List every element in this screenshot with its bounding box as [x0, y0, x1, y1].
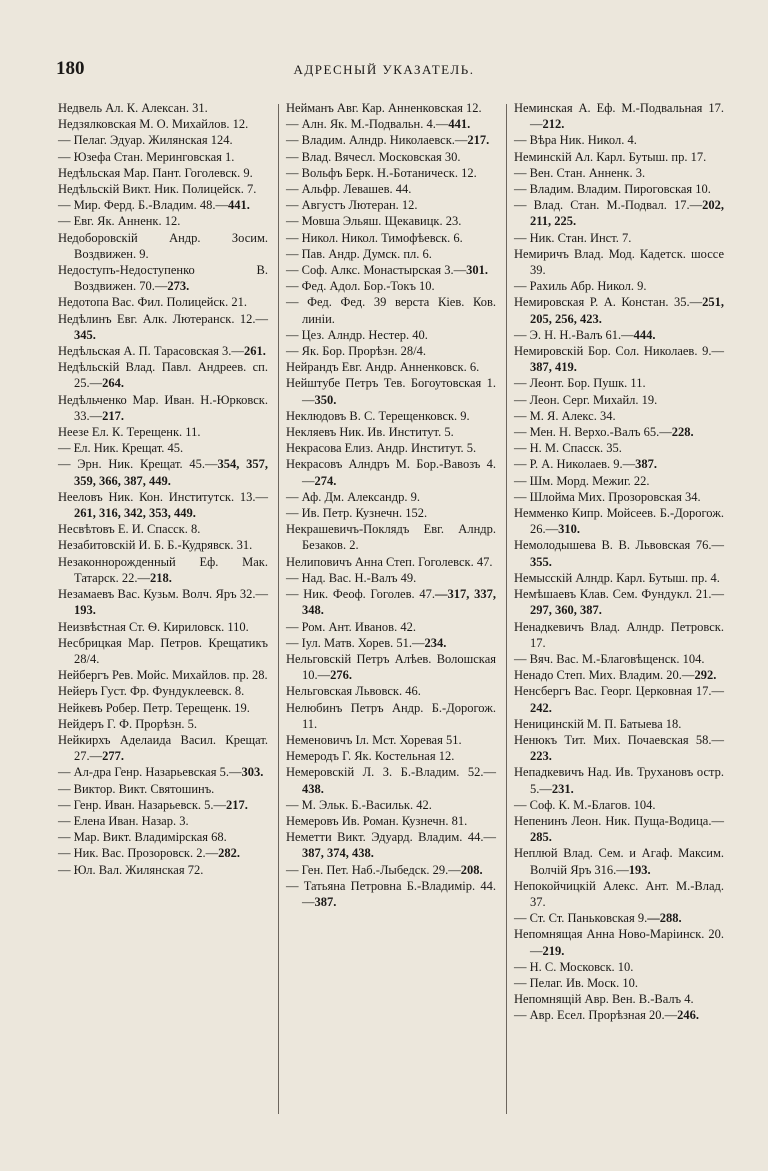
entry-page-refs: 273.: [167, 279, 190, 294]
directory-entry: [514, 197, 724, 229]
entry-text: — Татьяна Петровна Б.-Владимір. 44.—: [286, 878, 496, 909]
directory-entry: [286, 327, 496, 343]
directory-entry: [286, 521, 496, 553]
directory-entry: [286, 197, 496, 213]
entry-text: — Ив. Петр. Кузнечн. 152.: [286, 506, 428, 521]
directory-entry: [58, 132, 268, 148]
directory-entry: [514, 181, 724, 197]
entry-text: — Виктор. Викт. Святошинъ.: [58, 781, 215, 796]
directory-entry: [58, 311, 268, 343]
entry-page-refs: 354, 357, 359, 366, 387, 449.: [74, 457, 268, 488]
directory-entry: [286, 181, 496, 197]
entry-page-refs: 387, 419.: [530, 360, 577, 375]
entry-text: Незабитовскій И. Б. Б.-Кудрявск. 31.: [58, 538, 253, 553]
entry-text: Недѣльскій Влад. Павл. Андреев. сп. 25.—: [58, 360, 268, 391]
directory-entry: [514, 327, 724, 343]
directory-entry: [286, 375, 496, 407]
directory-entry: [286, 586, 496, 618]
entry-text: — Вольфъ Берк. Н.-Ботаническ. 12.: [286, 165, 477, 180]
directory-entry: [286, 246, 496, 262]
page-number: 180: [56, 58, 85, 79]
entry-text: — Фед. Адол. Бор.-Токъ 10.: [286, 279, 435, 294]
entry-text: Незаконнорожденный Еф. Мак. Татарск. 22.—: [58, 554, 268, 585]
directory-entry: [58, 700, 268, 716]
entry-page-refs: 234.: [424, 635, 447, 650]
entry-text: Немеровъ Ив. Роман. Кузнечн. 81.: [286, 813, 468, 828]
entry-page-refs: 242.: [530, 700, 552, 715]
entry-page-refs: 251, 205, 256, 423.: [530, 295, 724, 326]
entry-text: — Елена Иван. Назар. 3.: [58, 813, 189, 828]
entry-text: — Пелаг. Ив. Моск. 10.: [514, 975, 638, 990]
directory-entry: [514, 959, 724, 975]
directory-entry: [58, 181, 268, 197]
entry-text: — Соф. Алкс. Монастырская 3.—: [286, 263, 467, 278]
entry-page-refs: 217.: [226, 797, 248, 812]
entry-page-refs: 223.: [530, 749, 552, 764]
directory-entry: [514, 716, 724, 732]
entry-page-refs: 387, 374, 438.: [302, 846, 374, 861]
entry-page-refs: 355.: [530, 554, 552, 569]
entry-text: Недѣлинъ Евг. Алк. Лютеранск. 12.—: [58, 311, 268, 326]
entry-text: — Фед. Фед. 39 верста Кіев. Ков. линіи.: [286, 295, 496, 326]
entry-page-refs: —317, 337, 348.: [302, 587, 497, 618]
entry-text: — Пелаг. Эдуар. Жилянская 124.: [58, 133, 233, 148]
directory-entry: [514, 878, 724, 910]
entry-text: Непомнящая Анна Ново-Маріинск. 20.—: [514, 927, 724, 958]
directory-entry: [286, 213, 496, 229]
entry-text: Непомнящій Авр. Вен. В.-Валъ 4.: [514, 992, 694, 1007]
entry-text: — Н. С. Московск. 10.: [514, 959, 634, 974]
entry-text: — Р. А. Николаев. 9.—: [514, 457, 636, 472]
entry-text: — Владим. Владим. Пироговская 10.: [514, 182, 711, 197]
entry-page-refs: 193.: [628, 862, 651, 877]
directory-entry: [286, 100, 496, 116]
entry-text: Неминскій Ал. Карл. Бутыш. пр. 17.: [514, 149, 707, 164]
entry-text: Нейбергъ Рев. Мойс. Михайлов. пр. 28.: [58, 668, 268, 683]
entry-text: — Ник. Феоф. Гоголев. 47.: [286, 587, 436, 602]
entry-text: — Ген. Пет. Наб.-Лыбедск. 29.—: [286, 862, 461, 877]
directory-entry: [286, 700, 496, 732]
entry-text: — Леон. Серг. Михайл. 19.: [514, 392, 658, 407]
entry-text: — Э. Н. Н.-Валъ 61.—: [514, 327, 634, 342]
directory-entry: [58, 813, 268, 829]
entry-page-refs: 217.: [467, 133, 490, 148]
directory-entry: [286, 294, 496, 326]
directory-entry: [58, 845, 268, 861]
entry-text: — Никол. Никол. Тимофѣевск. 6.: [286, 230, 463, 245]
entry-text: Нейеръ Густ. Фр. Фундуклеевск. 8.: [58, 684, 245, 699]
directory-entry: [58, 521, 268, 537]
entry-text: Немеровскій Л. З. Б.-Владим. 52.—: [286, 765, 496, 780]
directory-entry: [58, 456, 268, 488]
directory-entry: [286, 862, 496, 878]
entry-page-refs: 350.: [314, 392, 337, 407]
entry-text: Немировская Р. А. Констан. 35.—: [514, 295, 703, 310]
directory-entry: [58, 230, 268, 262]
directory-entry: [514, 424, 724, 440]
entry-text: — Мир. Ферд. Б.-Владим. 48.—: [58, 198, 228, 213]
directory-entry: [58, 197, 268, 213]
directory-entry: [514, 667, 724, 683]
entry-page-refs: 231.: [551, 781, 574, 796]
directory-entry: [514, 797, 724, 813]
directory-entry: [58, 440, 268, 456]
directory-entry: [286, 149, 496, 165]
entry-page-refs: 345.: [74, 327, 96, 342]
directory-entry: [514, 505, 724, 537]
entry-page-refs: —288.: [647, 911, 682, 926]
entry-text: — Августъ Лютеран. 12.: [286, 198, 418, 213]
directory-entry: [58, 797, 268, 813]
directory-entry: [514, 165, 724, 181]
directory-entry: [514, 408, 724, 424]
directory-entry: [58, 165, 268, 181]
directory-entry: [514, 975, 724, 991]
entry-text: Некрасовъ Алндръ М. Бор.-Вавозъ 4.—: [286, 457, 496, 488]
directory-entry: [286, 278, 496, 294]
entry-text: Незамаевъ Вас. Кузьм. Волч. Яръ 32.—: [58, 587, 268, 602]
directory-entry: [514, 473, 724, 489]
entry-text: Несбрицкая Мар. Петров. Крещатикъ 28/4.: [58, 635, 268, 666]
entry-text: Недѣльченко Мар. Иван. Н.-Юрковск. 33.—: [58, 392, 268, 423]
directory-entry: [514, 570, 724, 586]
entry-text: — Ром. Ант. Иванов. 42.: [286, 619, 416, 634]
entry-text: Недѣльскій Викт. Ник. Полицейск. 7.: [58, 182, 257, 197]
entry-text: Недотопа Вас. Фил. Полицейск. 21.: [58, 295, 247, 310]
entry-text: Недоступъ-Недоступенко В. Воздвижен. 70.—: [58, 263, 268, 294]
entry-page-refs: 261.: [243, 344, 266, 359]
directory-entry: [514, 230, 724, 246]
entry-text: Нейкевъ Робер. Петр. Терещенк. 19.: [58, 700, 250, 715]
entry-text: Неизвѣстная Ст. Ѳ. Кириловск. 110.: [58, 619, 249, 634]
entry-text: Ненсбергъ Вас. Георг. Церковная 17.—: [514, 684, 724, 699]
entry-text: — Альфр. Левашев. 44.: [286, 182, 412, 197]
entry-text: — Владим. Алндр. Николаевск.—: [286, 133, 468, 148]
directory-entry: [58, 554, 268, 586]
directory-entry: [286, 619, 496, 635]
directory-entry: [286, 165, 496, 181]
directory-entry: [286, 813, 496, 829]
entry-page-refs: 444.: [633, 327, 656, 342]
directory-entry: [58, 294, 268, 310]
entry-text: Неменовичъ Іл. Мст. Хоревая 51.: [286, 732, 462, 747]
entry-text: Нельговская Львовск. 46.: [286, 684, 421, 699]
directory-entry: [514, 246, 724, 278]
directory-entry: [286, 343, 496, 359]
directory-entry: [514, 991, 724, 1007]
entry-text: — Іул. Матв. Хорев. 51.—: [286, 635, 425, 650]
entry-page-refs: 264.: [102, 376, 124, 391]
entry-page-refs: 387.: [314, 894, 337, 909]
directory-entry: [286, 683, 496, 699]
entry-text: Некрасова Елиз. Андр. Институт. 5.: [286, 441, 477, 456]
directory-entry: [514, 456, 724, 472]
running-head: АДРЕСНЫЙ УКАЗАТЕЛЬ.: [293, 62, 475, 77]
entry-text: — Мен. Н. Верхо.-Валъ 65.—: [514, 425, 672, 440]
entry-page-refs: 438.: [302, 781, 324, 796]
entry-text: Непенинъ Леон. Ник. Пуща-Водица.—: [514, 813, 724, 828]
entry-page-refs: 274.: [314, 473, 337, 488]
entry-text: — Влад. Вячесл. Московская 30.: [286, 149, 461, 164]
entry-text: — Вѣра Ник. Никол. 4.: [514, 133, 637, 148]
entry-page-refs: 441.: [227, 198, 250, 213]
entry-page-refs: 387.: [635, 457, 658, 472]
entry-text: Нельговскій Петръ Алѣев. Волошская 10.—: [286, 651, 496, 683]
directory-entry: [58, 716, 268, 732]
entry-text: — М. Эльк. Б.-Васильк. 42.: [286, 797, 432, 812]
directory-entry: [286, 554, 496, 570]
entry-text: Некрашевичъ-Поклядъ Евг. Алндр. Безаков. 2.: [286, 522, 496, 553]
entry-text: — Ник. Вас. Прозоровск. 2.—: [58, 846, 219, 861]
entry-text: Нейманъ Авг. Кар. Анненковская 12.: [286, 101, 482, 115]
directory-entry: [286, 878, 496, 910]
entry-page-refs: 282.: [218, 846, 240, 861]
directory-entry: [514, 278, 724, 294]
entry-page-refs: 218.: [149, 570, 172, 585]
entry-text: — Над. Вас. Н.-Валъ 49.: [286, 570, 417, 585]
entry-text: Ненадкевичъ Влад. Алндр. Петровск. 17.: [514, 619, 724, 650]
entry-text: Ненадо Степ. Мих. Владим. 20.—: [514, 668, 695, 683]
entry-text: Недзялковская М. О. Михайлов. 12.: [58, 117, 249, 132]
directory-entry: [514, 910, 724, 926]
entry-text: — Влад. Стан. М.-Подвал. 17.—: [514, 198, 703, 213]
directory-entry: [514, 440, 724, 456]
entry-text: — Як. Бор. Прорѣзн. 28/4.: [286, 344, 427, 359]
directory-entry: [286, 132, 496, 148]
entry-text: Нейкирхъ Аделаида Васил. Крещат. 27.—: [58, 732, 268, 764]
directory-entry: [58, 732, 268, 764]
entry-text: Непокойчицкій Алекс. Ант. М.-Влад. 37.: [514, 878, 724, 909]
directory-entry: [514, 489, 724, 505]
entry-page-refs: 310.: [558, 522, 580, 537]
directory-entry: [286, 408, 496, 424]
directory-entry: [286, 732, 496, 748]
entry-text: — Евг. Як. Анненк. 12.: [58, 214, 181, 229]
entry-text: — Шм. Морд. Межиг. 22.: [514, 473, 650, 488]
directory-entry: [286, 829, 496, 861]
entry-text: Недвель Ал. К. Алексан. 31.: [58, 101, 208, 115]
directory-entry: [58, 635, 268, 667]
entry-page-refs: 208.: [460, 862, 483, 877]
entry-text: Немѣшаевъ Клав. Сем. Фундукл. 21.—: [514, 587, 724, 602]
entry-page-refs: 193.: [74, 603, 96, 618]
entry-page-refs: 212.: [542, 117, 565, 132]
entry-page-refs: 276.: [330, 668, 352, 683]
entry-text: — Рахиль Абр. Никол. 9.: [514, 279, 647, 294]
directory-entry: [514, 132, 724, 148]
entry-text: — Юл. Вал. Жилянская 72.: [58, 862, 204, 877]
entry-text: Немолодышева В. В. Львовская 76.—: [514, 538, 724, 553]
entry-text: Немменко Кипр. Мойсеев. Б.-Дорогож. 26.—: [514, 506, 724, 537]
column-3: [514, 100, 724, 1024]
directory-entry: [514, 294, 724, 326]
entry-text: Нейштубе Петръ Тев. Богоутовская 1.—: [286, 376, 496, 407]
directory-entry: [58, 537, 268, 553]
directory-entry: [58, 781, 268, 797]
directory-entry: [286, 489, 496, 505]
entry-text: Некляевъ Ник. Ив. Институт. 5.: [286, 425, 454, 440]
directory-entry: [58, 359, 268, 391]
directory-entry: [514, 100, 724, 132]
entry-text: Немысскій Алндр. Карл. Бутыш. пр. 4.: [514, 570, 720, 585]
entry-text: — Шлойма Мих. Прозоровская 34.: [514, 489, 701, 504]
entry-page-refs: 219.: [542, 943, 565, 958]
directory-entry: [58, 862, 268, 878]
entry-page-refs: 441.: [448, 117, 471, 132]
entry-text: — Соф. К. М.-Благов. 104.: [514, 797, 656, 812]
entry-text: Немировскій Бор. Сол. Николаев. 9.—: [514, 344, 724, 359]
directory-entry: [286, 570, 496, 586]
directory-entry: [514, 149, 724, 165]
entry-text: Ненюкъ Тит. Мих. Почаевская 58.—: [514, 732, 724, 747]
directory-entry: [286, 505, 496, 521]
entry-text: — М. Я. Алекс. 34.: [514, 408, 616, 423]
entry-page-refs: 261, 316, 342, 353, 449.: [74, 506, 196, 521]
entry-page-refs: 217.: [102, 408, 124, 423]
directory-entry: [58, 667, 268, 683]
entry-text: Недоборовскій Андр. Зосим. Воздвижен. 9.: [58, 230, 268, 261]
directory-entry: [286, 764, 496, 796]
entry-text: — Н. М. Спасск. 35.: [514, 441, 622, 456]
entry-text: — Ел. Ник. Крещат. 45.: [58, 441, 184, 456]
entry-text: — Ст. Ст. Паньковская 9.: [514, 911, 648, 926]
entry-text: Недѣльская А. П. Тарасовская 3.—: [58, 344, 244, 359]
directory-entry: [514, 926, 724, 958]
directory-entry: [514, 586, 724, 618]
entry-text: Неплюй Влад. Сем. и Агаф. Максим. Волчій Яръ 316.—: [514, 846, 724, 877]
directory-entry: [286, 230, 496, 246]
directory-entry: [58, 424, 268, 440]
directory-entry: [58, 392, 268, 424]
entry-text: Недѣльская Мар. Пант. Гоголевск. 9.: [58, 165, 253, 180]
directory-entry: [514, 732, 724, 764]
directory-entry: [58, 100, 268, 116]
directory-entry: [514, 683, 724, 715]
directory-entry: [514, 651, 724, 667]
entry-text: — Леонт. Бор. Пушк. 11.: [514, 376, 646, 391]
directory-entry: [286, 635, 496, 651]
entry-page-refs: 228.: [671, 425, 694, 440]
directory-entry: [58, 683, 268, 699]
entry-page-refs: 303.: [241, 765, 264, 780]
column-rule: [506, 104, 507, 1114]
directory-entry: [58, 586, 268, 618]
entry-page-refs: 202, 211, 225.: [530, 198, 724, 229]
entry-text: — Ник. Стан. Инст. 7.: [514, 230, 632, 245]
directory-entry: [286, 359, 496, 375]
directory-entry: [514, 845, 724, 877]
entry-page-refs: 297, 360, 387.: [530, 603, 602, 618]
entry-text: — Генр. Иван. Назарьевск. 5.—: [58, 797, 227, 812]
entry-text: Нелиповичъ Анна Степ. Гоголевск. 47.: [286, 554, 493, 569]
directory-entry: [514, 392, 724, 408]
column-1: [58, 100, 268, 878]
entry-text: — Эрн. Ник. Крещат. 45.—: [58, 457, 218, 472]
entry-text: Неклюдовъ В. С. Терещенковск. 9.: [286, 408, 470, 423]
directory-entry: [58, 343, 268, 359]
directory-entry: [58, 829, 268, 845]
directory-entry: [58, 213, 268, 229]
entry-text: — Вяч. Вас. М.-Благовѣщенск. 104.: [514, 651, 705, 666]
entry-text: Неницинскій М. П. Батыева 18.: [514, 716, 682, 731]
directory-entry: [514, 1007, 724, 1023]
column-2: [286, 100, 496, 910]
entry-page-refs: 285.: [530, 830, 552, 845]
directory-entry: [286, 651, 496, 683]
directory-entry: [286, 456, 496, 488]
entry-text: — Ал-дра Генр. Назарьевская 5.—: [58, 765, 242, 780]
entry-text: Неметти Викт. Эдуард. Владим. 44.—: [286, 830, 496, 845]
directory-entry: [58, 619, 268, 635]
entry-text: Немиричъ Влад. Мод. Кадетск. шоссе 39.: [514, 246, 724, 278]
entry-text: Нейдеръ Г. Ф. Прорѣзн. 5.: [58, 716, 198, 731]
entry-page-refs: 277.: [102, 749, 124, 764]
entry-text: Нейрандъ Евг. Андр. Анненковск. 6.: [286, 360, 480, 375]
directory-entry: [58, 149, 268, 165]
entry-page-refs: 246.: [677, 1008, 700, 1023]
entry-text: Неезе Ел. К. Терещенк. 11.: [58, 425, 201, 440]
entry-text: — Пав. Андр. Думск. пл. 6.: [286, 246, 432, 261]
entry-text: — Цез. Алндр. Нестер. 40.: [286, 327, 428, 342]
directory-entry: [286, 424, 496, 440]
entry-text: — Мар. Викт. Владимірская 68.: [58, 830, 227, 845]
entry-text: Непадкевичъ Над. Ив. Трухановъ остр. 5.—: [514, 765, 724, 796]
directory-entry: [286, 262, 496, 278]
entry-text: Немеродъ Г. Як. Костельная 12.: [286, 749, 455, 764]
entry-text: — Алн. Як. М.-Подвальн. 4.—: [286, 117, 449, 132]
entry-text: Нееловъ Ник. Кон. Институтск. 13.—: [58, 489, 268, 504]
entry-text: Несвѣтовъ Е. И. Спасск. 8.: [58, 522, 201, 537]
directory-entry: [286, 797, 496, 813]
entry-text: — Вен. Стан. Анненк. 3.: [514, 165, 646, 180]
directory-entry: [58, 489, 268, 521]
directory-entry: [514, 813, 724, 845]
directory-entry: [514, 764, 724, 796]
directory-entry: [286, 748, 496, 764]
column-rule: [278, 104, 279, 1114]
directory-entry: [286, 440, 496, 456]
entry-text: — Аф. Дм. Александр. 9.: [286, 489, 420, 504]
entry-page-refs: 301.: [466, 263, 488, 278]
directory-entry: [286, 116, 496, 132]
directory-entry: [514, 375, 724, 391]
directory-entry: [58, 764, 268, 780]
entry-text: — Юзефа Стан. Меринговская 1.: [58, 149, 235, 164]
directory-entry: [514, 537, 724, 569]
entry-text: — Авр. Есел. Прорѣзная 20.—: [514, 1008, 678, 1023]
directory-entry: [514, 343, 724, 375]
entry-text: Неминская А. Еф. М.-Подвальная 17.—: [514, 101, 724, 132]
entry-text: — Мовша Эльяш. Щекавицк. 23.: [286, 214, 462, 229]
directory-entry: [58, 116, 268, 132]
entry-page-refs: 292.: [694, 668, 717, 683]
directory-entry: [514, 619, 724, 651]
directory-entry: [58, 262, 268, 294]
entry-text: Нелюбинъ Петръ Андр. Б.-Дорогож. 11.: [286, 700, 496, 731]
